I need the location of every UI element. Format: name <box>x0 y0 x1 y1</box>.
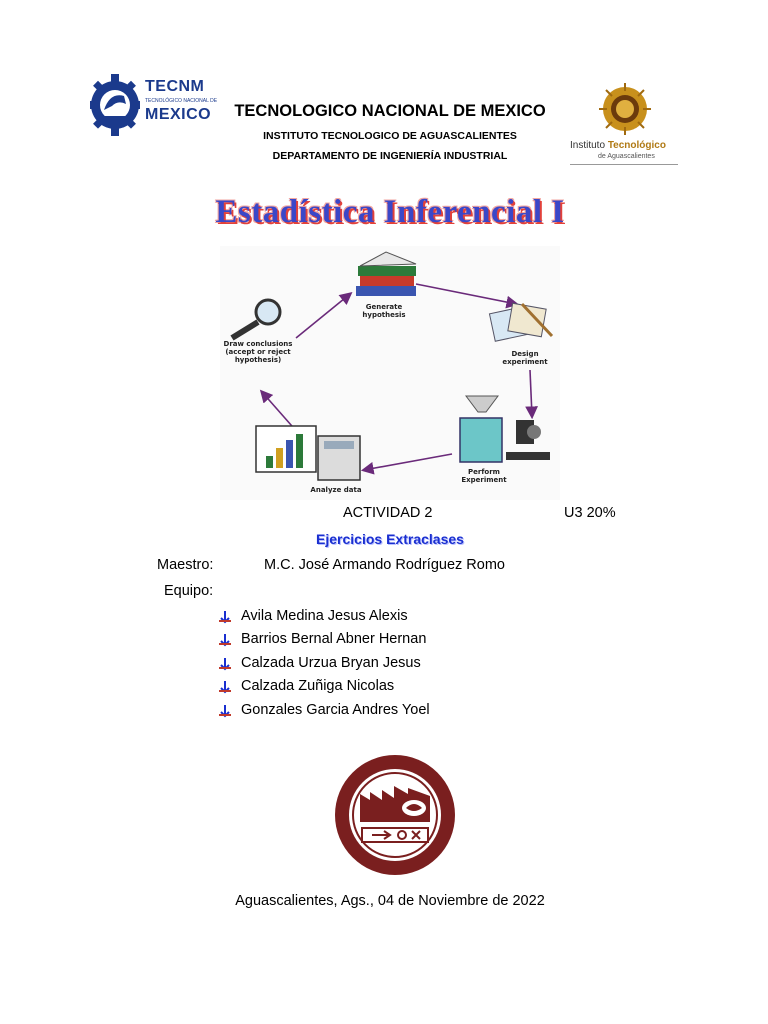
teacher-name: M.C. José Armando Rodríguez Romo <box>264 557 505 573</box>
teacher-label: Maestro: <box>157 557 214 573</box>
tecnm-logo-line2: TECNOLÓGICO NACIONAL DE <box>145 98 218 104</box>
design-papers-icon <box>489 303 552 341</box>
team-member: Barrios Bernal Abner Hernan <box>241 631 427 647</box>
ita-logo-brand-plain: Instituto <box>570 140 608 151</box>
ita-logo-brand <box>570 140 666 151</box>
subject-title: Ejercicios Extraclases <box>316 531 464 547</box>
institution-title: TECNOLOGICO NACIONAL DE MEXICO <box>234 102 546 120</box>
ita-logo-rule <box>570 164 678 165</box>
ita-logo-brand-bold: Tecnológico <box>607 140 666 151</box>
step-perform-experiment: Perform Experiment <box>461 468 507 484</box>
activity-label: ACTIVIDAD 2 <box>343 505 433 521</box>
team-member: Avila Medina Jesus Alexis <box>241 608 408 624</box>
team-member: Calzada Zuñiga Nicolas <box>241 678 395 694</box>
bullet-arrow-icon <box>218 704 232 718</box>
bullet-arrow-icon <box>218 680 232 694</box>
books-icon <box>356 252 416 296</box>
course-title: Estadística Inferencial I <box>215 194 565 230</box>
step-draw-conclusions: Draw conclusions (accept or reject hypothesis) <box>223 340 293 364</box>
step-design-experiment: Design experiment <box>502 350 548 366</box>
team-label: Equipo: <box>164 583 214 599</box>
industrial-engineering-seal <box>332 752 458 878</box>
institute-name: INSTITUTO TECNOLOGICO DE AGUASCALIENTES <box>263 130 517 142</box>
place-and-date: Aguascalientes, Ags., 04 de Noviembre de 2022 <box>235 893 545 909</box>
ita-sun-emblem-icon <box>599 83 651 135</box>
bullet-arrow-icon <box>218 657 232 671</box>
step-analyze-data: Analyze data <box>310 486 362 494</box>
team-member: Calzada Urzua Bryan Jesus <box>241 655 421 671</box>
seal-emblem-icon <box>332 752 458 878</box>
ita-logo-sub: de Aguascalientes <box>598 153 655 160</box>
department-name: DEPARTAMENTO DE INGENIERÍA INDUSTRIAL <box>272 150 508 162</box>
team-member: Gonzales Garcia Andres Yoel <box>241 702 430 718</box>
tecnm-logo-line1: TECNM <box>145 78 205 95</box>
ita-logo <box>568 80 686 170</box>
bullet-arrow-icon <box>218 610 232 624</box>
tecnm-logo <box>90 70 218 140</box>
beaker-microscope-icon <box>460 396 550 462</box>
tecnm-logo-line3: MEXICO <box>145 106 212 123</box>
step-generate-hypothesis: Generate hypothesis <box>362 303 406 319</box>
chart-calculator-icon <box>256 426 360 480</box>
activity-unit: U3 20% <box>564 505 616 521</box>
scientific-method-diagram <box>220 246 560 500</box>
bullet-arrow-icon <box>218 633 232 647</box>
cycle-arrows <box>220 246 560 500</box>
magnifying-glass-icon <box>232 300 280 338</box>
